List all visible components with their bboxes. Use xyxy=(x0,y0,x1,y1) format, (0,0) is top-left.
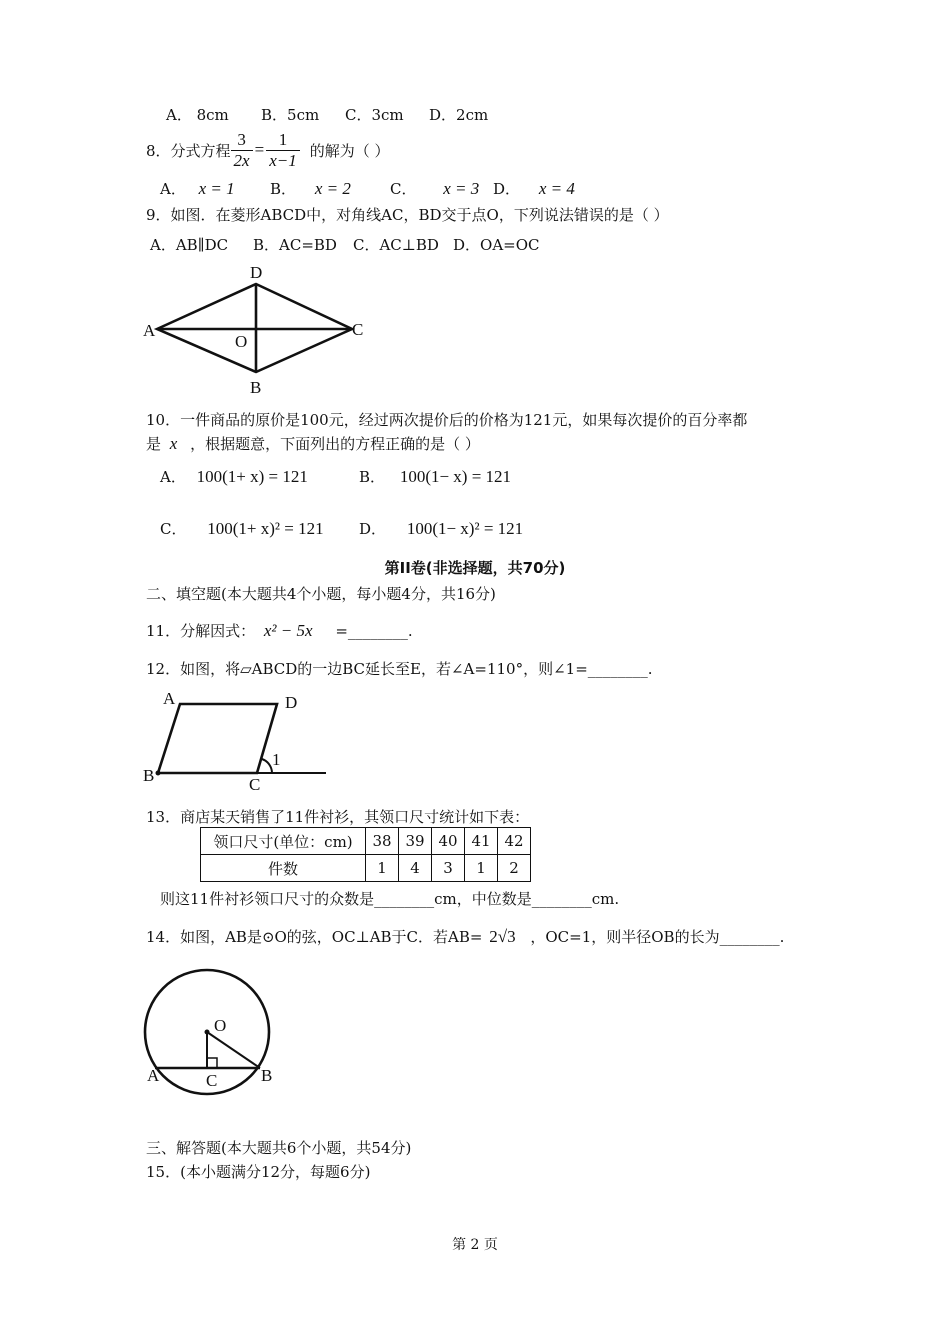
q10-stem-line1: 10．一件商品的原价是100元，经过两次提价后的价格为121元，如果每次提价的百分率都 xyxy=(146,411,748,429)
segment-ob xyxy=(207,1032,260,1068)
collar-size-table xyxy=(200,827,531,882)
q8-option-b xyxy=(270,178,351,199)
q10-option-a xyxy=(160,466,308,487)
label-c: C xyxy=(249,775,261,794)
q14-stem xyxy=(146,926,784,947)
label-c: C xyxy=(352,320,364,339)
q10-option-d xyxy=(359,518,523,539)
rhombus-figure xyxy=(140,258,380,398)
q8-rhs-numerator: 1 xyxy=(266,130,300,151)
table-cell: 件数 xyxy=(201,855,366,882)
label-a: A xyxy=(163,689,176,708)
circle-figure xyxy=(138,964,288,1104)
q8-option-label: A． xyxy=(160,180,186,198)
q8-option-math: x = 4 xyxy=(538,179,575,198)
q10-variable: x xyxy=(169,434,178,453)
q8-option-a xyxy=(160,178,235,199)
section3-heading: 三、解答题(本大题共6个小题，共54分) xyxy=(146,1139,412,1157)
q11-expression: x² − 5x xyxy=(263,621,313,640)
q8-lhs-numerator: 3 xyxy=(231,130,253,151)
point-b xyxy=(156,771,161,776)
q10-option-c xyxy=(160,518,324,539)
q8-lhs-fraction xyxy=(231,130,253,171)
q13-stem: 13．商店某天销售了11件衬衫，其领口尺寸统计如下表： xyxy=(146,808,530,826)
q14-stem-text: ，OC=1，则半径OB的长为________. xyxy=(530,928,785,946)
table-cell: 1 xyxy=(465,855,498,882)
q10-option-label: B． xyxy=(359,468,386,486)
label-b: B xyxy=(250,378,262,397)
table-cell: 40 xyxy=(432,828,465,855)
q12-stem: 12．如图，将▱ABCD的一边BC延长至E，若∠A=110°，则∠1=________. xyxy=(146,660,653,678)
q8-option-math: x = 1 xyxy=(198,179,235,198)
q8-stem xyxy=(146,128,390,172)
parallelogram-outline xyxy=(158,704,277,773)
q8-rhs-fraction xyxy=(266,130,300,171)
table-cell: 42 xyxy=(498,828,531,855)
angle-1-arc xyxy=(262,759,272,773)
label-o: O xyxy=(214,1016,227,1035)
q8-option-label: B． xyxy=(270,180,297,198)
q10-option-label: C． xyxy=(160,520,187,538)
q8-option-label: D． xyxy=(493,180,521,198)
q8-option-d xyxy=(493,178,575,199)
table-cell: 1 xyxy=(366,855,399,882)
table-cell: 39 xyxy=(399,828,432,855)
q9-option-c: C．AC⊥BD xyxy=(353,236,439,254)
q8-lhs-denominator: 2x xyxy=(233,150,250,170)
q7-option-c: C．3cm xyxy=(345,106,404,124)
q9-option-a: A．AB∥DC xyxy=(150,236,229,254)
label-b: B xyxy=(261,1066,273,1085)
q10-stem-text: 是 xyxy=(146,435,162,453)
q10-option-b xyxy=(359,466,511,487)
q13-tail: 则这11件衬衫领口尺寸的众数是________cm，中位数是________cm. xyxy=(160,890,620,908)
q11 xyxy=(146,620,413,641)
label-b: B xyxy=(143,766,155,785)
q8-option-math: x = 2 xyxy=(314,179,351,198)
q8-prefix: 8．分式方程 xyxy=(146,141,231,160)
q10-option-label: A． xyxy=(160,468,186,486)
table-cell: 41 xyxy=(465,828,498,855)
right-angle-mark xyxy=(207,1058,217,1068)
table-row xyxy=(201,828,531,855)
section2-heading: 二、填空题(本大题共4个小题，每小题4分，共16分) xyxy=(146,585,496,603)
q7-option-d: D．2cm xyxy=(429,106,489,124)
table-cell: 38 xyxy=(366,828,399,855)
q8-option-math: x = 3 xyxy=(443,179,480,198)
part2-title: 第II卷(非选择题，共70分) xyxy=(384,559,566,577)
q7-option-b: B．5cm xyxy=(261,106,320,124)
q14-stem-text: 14．如图，AB是⊙O的弦，OC⊥AB于C．若AB= xyxy=(146,928,483,946)
q10-option-label: D． xyxy=(359,520,387,538)
q11-prefix: 11．分解因式： xyxy=(146,622,256,640)
table-cell: 领口尺寸(单位：cm) xyxy=(201,828,366,855)
q15-stem: 15．(本小题满分12分，每题6分) xyxy=(146,1163,371,1181)
q8-rhs-denominator: x−1 xyxy=(269,150,297,170)
q10-stem-line2 xyxy=(146,433,480,454)
q9-stem: 9．如图．在菱形ABCD中，对角线AC，BD交于点O，下列说法错误的是（ ） xyxy=(146,206,669,224)
label-o: O xyxy=(235,332,248,351)
q10-stem-text: ，根据题意，下面列出的方程正确的是（ ） xyxy=(190,435,480,453)
q10-option-math: 100(1+ x) = 121 xyxy=(196,467,308,486)
q10-option-math: 100(1+ x)² = 121 xyxy=(207,519,324,538)
label-a: A xyxy=(143,321,156,340)
label-angle-1: 1 xyxy=(272,750,281,769)
q8-option-c xyxy=(390,178,479,199)
q9-option-b: B．AC=BD xyxy=(253,236,337,254)
label-c: C xyxy=(206,1071,218,1090)
q14-ab-length: 2√3 xyxy=(489,927,516,946)
table-cell: 4 xyxy=(399,855,432,882)
q10-option-math: 100(1− x) = 121 xyxy=(399,467,512,486)
q8-suffix: 的解为（ ） xyxy=(309,141,390,160)
label-a: A xyxy=(147,1066,160,1085)
label-d: D xyxy=(250,263,263,282)
q7-option-a: A． 8cm xyxy=(166,106,229,124)
q11-suffix: =________. xyxy=(335,622,413,640)
table-cell: 3 xyxy=(432,855,465,882)
q8-option-label: C． xyxy=(390,180,417,198)
table-row xyxy=(201,855,531,882)
parallelogram-figure xyxy=(140,684,340,794)
label-d: D xyxy=(285,693,298,712)
q8-equals: = xyxy=(254,140,265,159)
center-o xyxy=(205,1030,210,1035)
table-cell: 2 xyxy=(498,855,531,882)
page-number: 第 2 页 xyxy=(452,1237,498,1253)
q10-option-math: 100(1− x)² = 121 xyxy=(406,519,524,538)
q9-option-d: D．OA=OC xyxy=(453,236,540,254)
